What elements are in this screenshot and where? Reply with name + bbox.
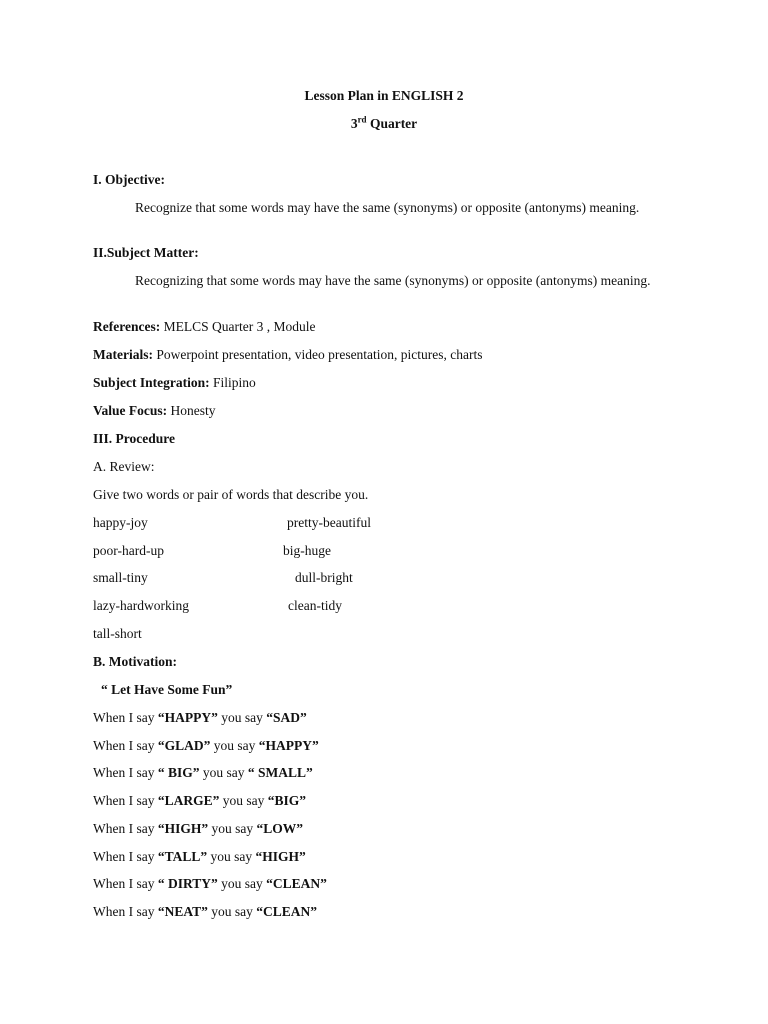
game-line xyxy=(93,876,327,892)
word-pair-left: lazy-hardworking xyxy=(93,598,189,613)
you-say: you say xyxy=(210,849,253,864)
word-pair-left: small-tiny xyxy=(93,570,148,585)
word-pair-left: poor-hard-up xyxy=(93,543,164,558)
word-b: “HAPPY” xyxy=(258,738,319,753)
word-pair-left: happy-joy xyxy=(93,515,148,530)
word-a: “HIGH” xyxy=(157,821,209,836)
game-line xyxy=(93,765,313,781)
value-focus-label: Value Focus: xyxy=(93,403,168,418)
when-prefix: When I say xyxy=(93,793,155,808)
you-say: you say xyxy=(213,738,256,753)
word-pair-right: pretty-beautiful xyxy=(287,515,371,530)
word-pair-left: tall-short xyxy=(93,626,142,641)
word-a: “ BIG” xyxy=(157,765,200,780)
you-say: you say xyxy=(221,710,263,725)
value-focus-row xyxy=(93,403,216,419)
when-prefix: When I say xyxy=(93,710,155,725)
word-a: “NEAT” xyxy=(157,904,208,919)
you-say: you say xyxy=(202,765,245,780)
quarter-word: Quarter xyxy=(369,116,418,131)
game-line xyxy=(93,738,319,754)
word-b: “CLEAN” xyxy=(256,904,318,919)
quarter-heading xyxy=(0,116,768,132)
value-focus-value: Honesty xyxy=(170,403,216,418)
word-b: “CLEAN” xyxy=(266,876,327,891)
word-b: “ SMALL” xyxy=(247,765,313,780)
you-say: you say xyxy=(211,904,253,919)
review-heading: A. Review: xyxy=(93,459,155,474)
you-say: you say xyxy=(222,793,265,808)
game-line xyxy=(93,793,306,809)
game-line xyxy=(93,821,303,837)
game-line xyxy=(93,904,317,920)
references-row xyxy=(93,319,315,335)
word-b: “SAD” xyxy=(266,710,307,725)
game-line xyxy=(93,849,306,865)
materials-value: Powerpoint presentation, video presentation, pictures, charts xyxy=(156,347,483,362)
subject-matter-heading: II.Subject Matter: xyxy=(93,245,199,260)
word-b: “BIG” xyxy=(267,793,307,808)
when-prefix: When I say xyxy=(93,821,155,836)
quarter-number: 3 xyxy=(350,116,358,131)
word-a: “ DIRTY” xyxy=(157,876,218,891)
when-prefix: When I say xyxy=(93,876,155,891)
game-title: “ Let Have Some Fun” xyxy=(101,682,233,697)
word-a: “TALL” xyxy=(157,849,208,864)
word-b: “LOW” xyxy=(256,821,304,836)
when-prefix: When I say xyxy=(93,849,155,864)
integration-label: Subject Integration: xyxy=(93,375,210,390)
word-pair-right: big-huge xyxy=(283,543,331,558)
materials-row xyxy=(93,347,483,363)
integration-row xyxy=(93,375,256,391)
word-a: “GLAD” xyxy=(157,738,211,753)
references-value: MELCS Quarter 3 , Module xyxy=(163,319,316,334)
quarter-superscript: rd xyxy=(357,114,367,125)
word-a: “HAPPY” xyxy=(157,710,218,725)
you-say: you say xyxy=(211,821,254,836)
procedure-heading: III. Procedure xyxy=(93,431,175,446)
word-pair-right: dull-bright xyxy=(295,570,353,585)
materials-label: Materials: xyxy=(93,347,153,362)
objective-heading: I. Objective: xyxy=(93,172,165,187)
when-prefix: When I say xyxy=(93,765,155,780)
references-label: References: xyxy=(93,319,161,334)
objective-text: Recognize that some words may have the same (synonyms) or opposite (antonyms) meaning. xyxy=(135,200,640,215)
word-b: “HIGH” xyxy=(255,849,306,864)
when-prefix: When I say xyxy=(93,738,155,753)
word-pair-right: clean-tidy xyxy=(288,598,342,613)
when-prefix: When I say xyxy=(93,904,155,919)
subject-matter-text: Recognizing that some words may have the same (synonyms) or opposite (antonyms) meaning. xyxy=(135,273,651,288)
motivation-heading: B. Motivation: xyxy=(93,654,177,669)
word-a: “LARGE” xyxy=(157,793,220,808)
integration-value: Filipino xyxy=(213,375,256,390)
lesson-title: Lesson Plan in ENGLISH 2 xyxy=(304,88,464,103)
game-line xyxy=(93,710,307,726)
you-say: you say xyxy=(221,876,263,891)
review-instruction: Give two words or pair of words that describe you. xyxy=(93,487,369,502)
